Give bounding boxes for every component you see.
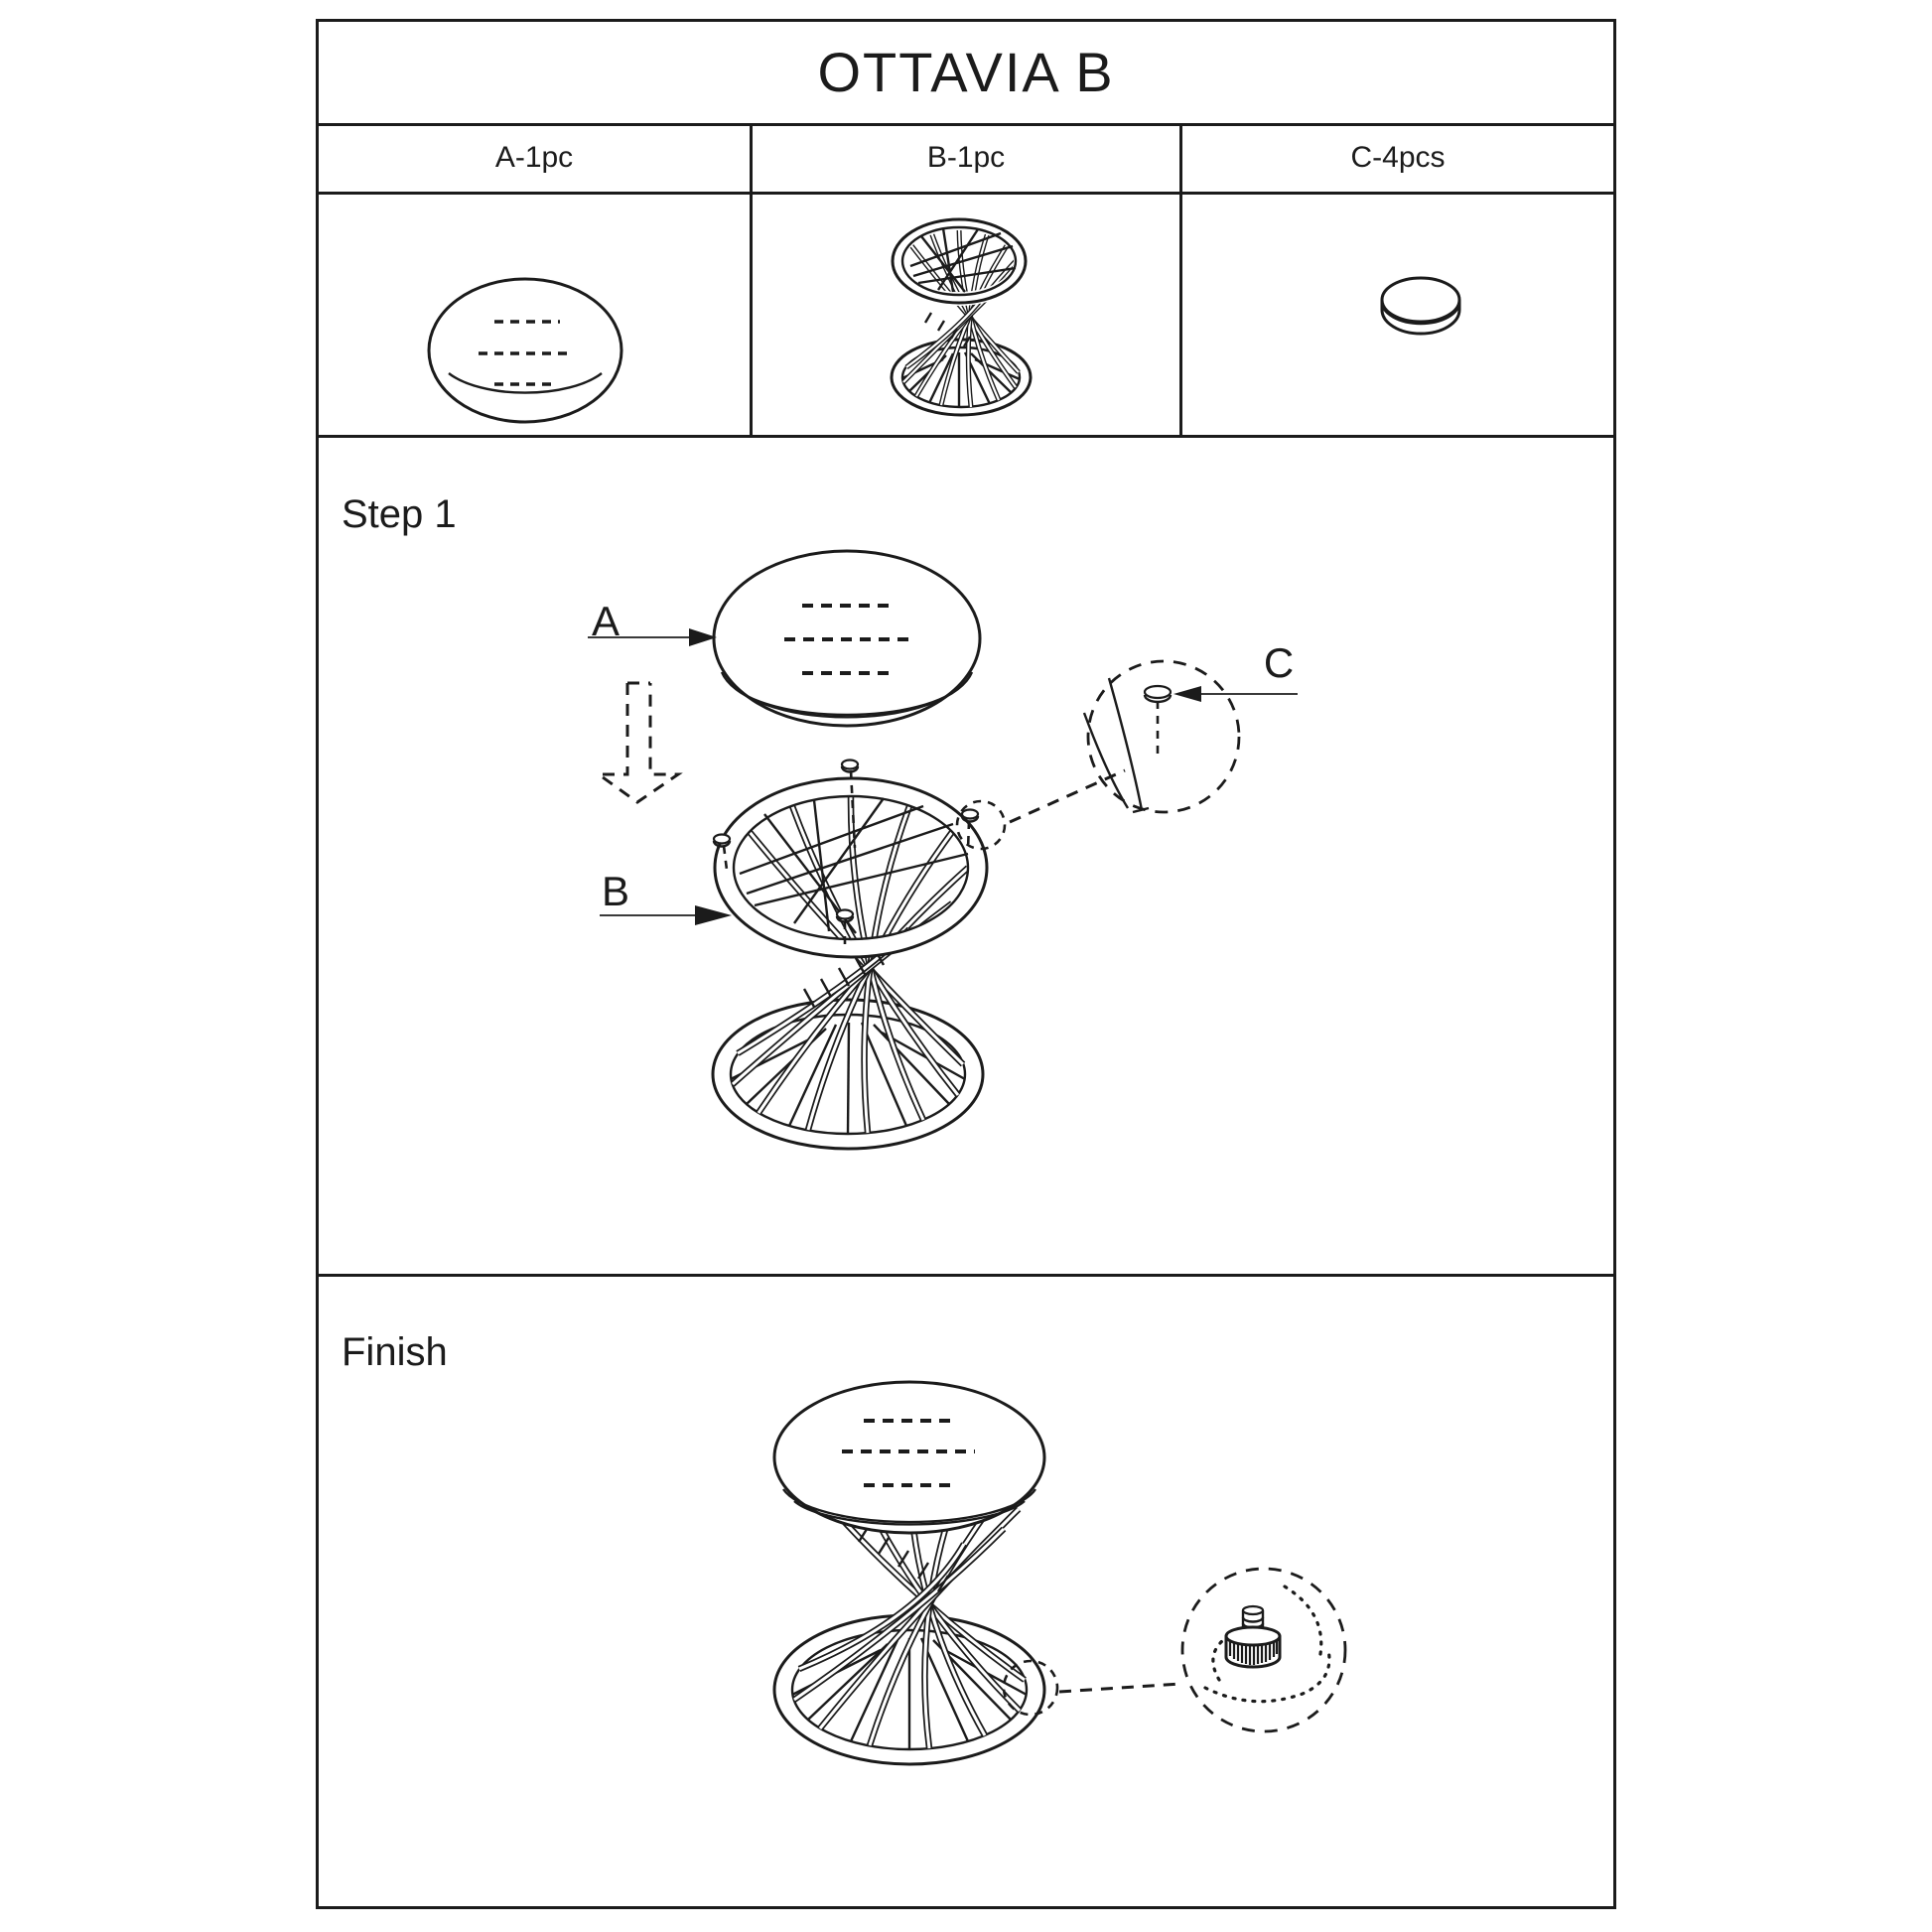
callout-a bbox=[588, 598, 717, 646]
callout-c-label: C bbox=[1263, 639, 1295, 686]
part-b-base-illustration bbox=[892, 219, 1031, 415]
step1-label: Step 1 bbox=[342, 492, 457, 536]
callout-b bbox=[600, 868, 732, 925]
page-title: OTTAVIA B bbox=[817, 40, 1115, 103]
part-a-tabletop-illustration bbox=[429, 279, 621, 422]
finish-label: Finish bbox=[342, 1330, 448, 1374]
finish-detail-callout bbox=[1004, 1569, 1345, 1731]
step1-detail-callout bbox=[957, 639, 1298, 849]
divider-under-step1 bbox=[316, 1274, 1616, 1277]
parts-row-illustrations bbox=[319, 195, 1613, 432]
thumb-screw-icon bbox=[1226, 1606, 1280, 1667]
part-c-header: C-4pcs bbox=[1350, 141, 1446, 174]
divider-under-title bbox=[316, 123, 1616, 126]
divider-under-part-headers bbox=[316, 192, 1616, 195]
finish-assembled-table bbox=[774, 1382, 1044, 1764]
part-c-glide-illustration bbox=[1382, 278, 1459, 334]
part-a-header: A-1pc bbox=[494, 141, 574, 174]
part-b-header: B-1pc bbox=[926, 141, 1006, 174]
step1-base bbox=[713, 778, 987, 1149]
down-arrow-dashed bbox=[599, 683, 678, 802]
step1-tabletop bbox=[714, 551, 980, 726]
callout-a-label: A bbox=[591, 598, 621, 644]
column-divider-2 bbox=[1179, 123, 1182, 438]
finish-diagram bbox=[319, 1277, 1613, 1906]
callout-b-label: B bbox=[601, 868, 630, 914]
column-divider-1 bbox=[750, 123, 753, 438]
detail-zoom-circle bbox=[1182, 1569, 1345, 1731]
divider-under-parts-row bbox=[316, 435, 1616, 438]
step1-diagram bbox=[319, 438, 1613, 1271]
